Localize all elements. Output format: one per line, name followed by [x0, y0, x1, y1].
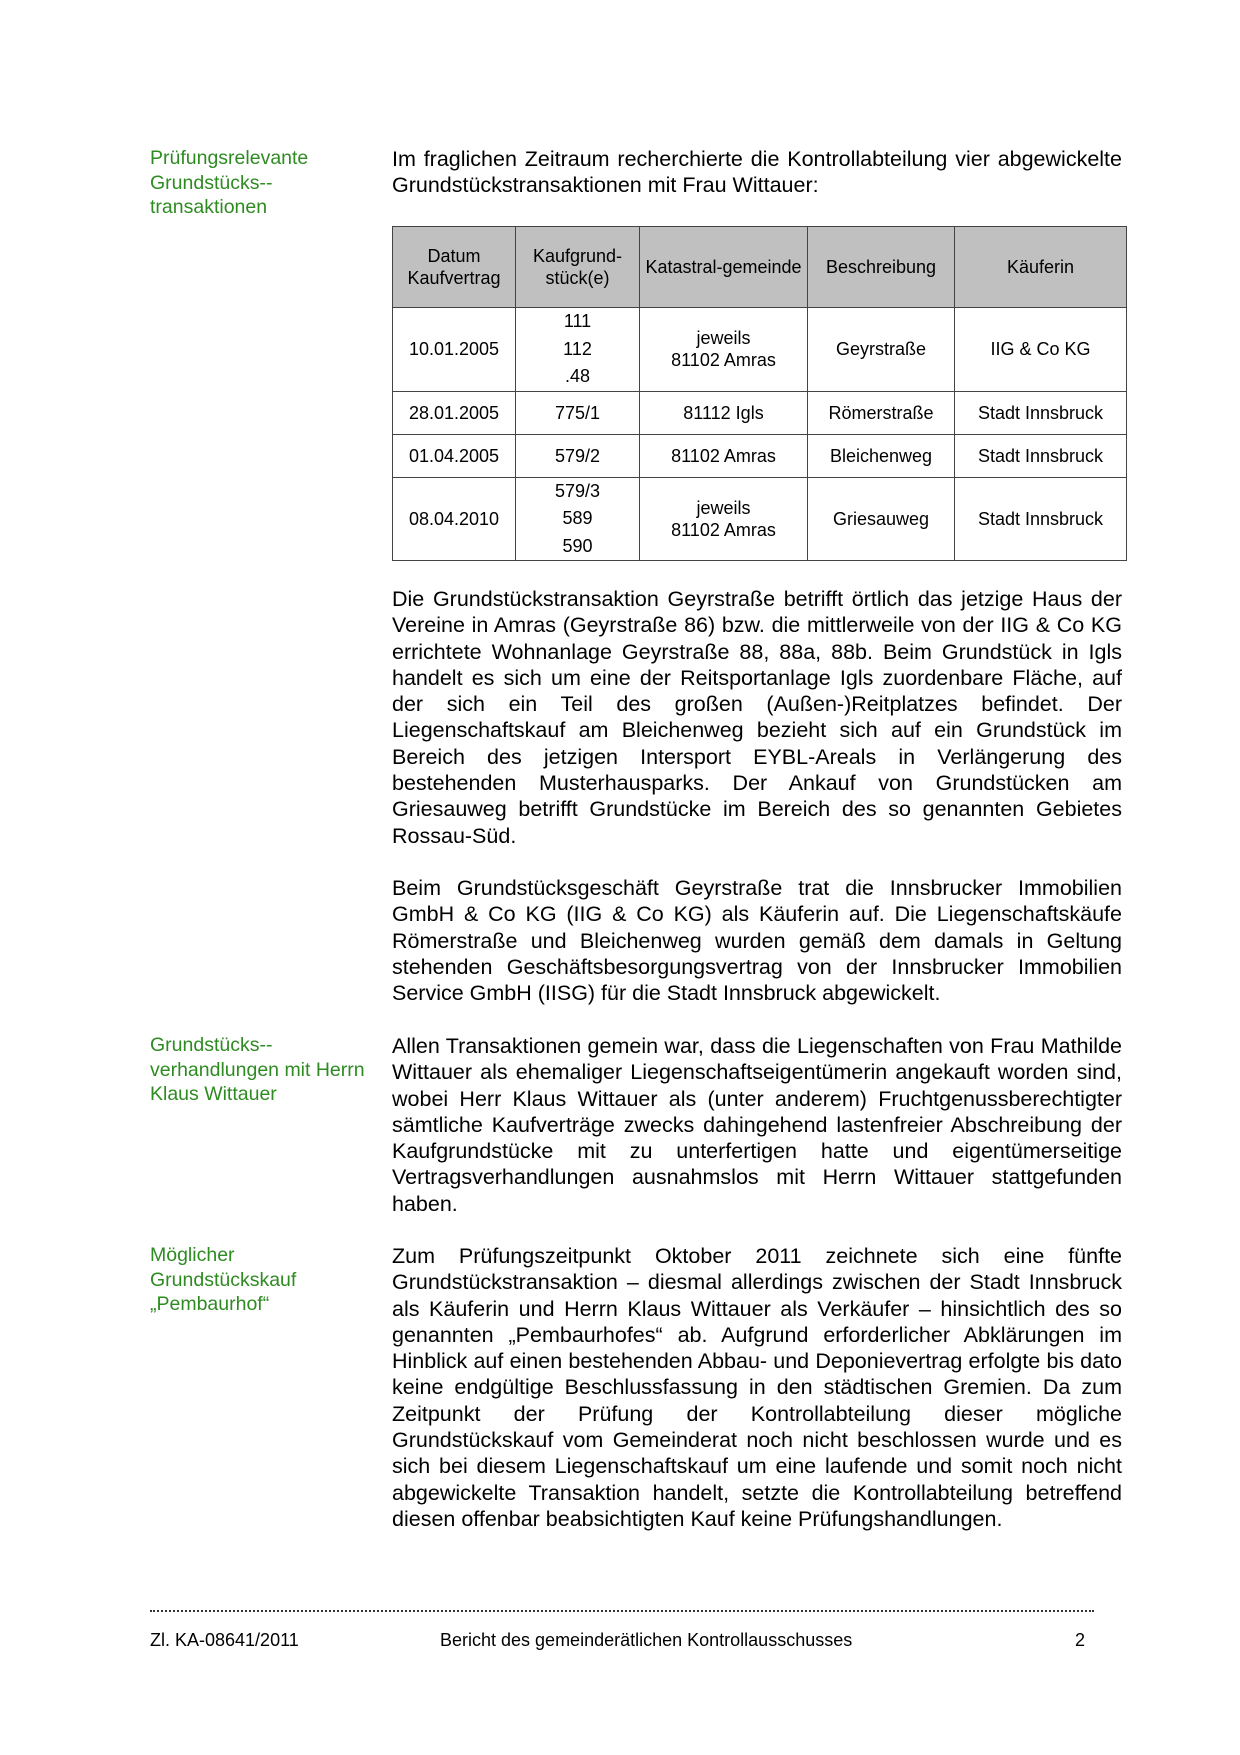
col-header-datum: Datum Kaufvertrag	[393, 227, 516, 308]
cell-gemeinde	[640, 308, 808, 392]
intro-paragraph: Im fraglichen Zeitraum recherchierte die Kontrollabteilung vier abgewickelte Grundstückstransaktionen mit Frau Wittauer:	[392, 147, 1122, 198]
plot-value: 112	[563, 338, 592, 359]
margin-note-grundstuecksverhandlungen: Grundstücks-verhandlungen mit Herrn Klaus Wittauer	[150, 1034, 365, 1105]
cell-plots: 579/2	[516, 434, 640, 477]
paragraph-pembaurhof: Zum Prüfungszeitpunkt Oktober 2011 zeichnete sich eine fünfte Grundstückstransaktion – diesmal allerdings zwischen der Stadt Innsbruck als Käuferin und Herrn Klaus Wittauer als Verkäufer – hinsichtlich des so genannten „Pembaurhofes“ ab. Aufgrund erforderlicher Abklärungen im Hinblick auf einen bestehenden Abbau- und Deponievertrag erfolgte bis dato keine endgültige Beschlussfassung in den städtischen Gremien. Da zum Zeitpunkt der Prüfung der Kontrollabteilung dieser mögliche Grundstückskauf vom Gemeinderat noch nicht beschlossen wurde und es sich bei diesem Liegenschaftskauf um eine laufende und somit noch nicht abgewickelte Transaktion handelt, setzte die Kontrollabteilung betreffend diesen offenbar beabsichtigten Kauf keine Prüfungshandlungen.	[392, 1244, 1122, 1531]
cell-gemeinde	[640, 477, 808, 561]
table-row	[393, 477, 1127, 561]
cell-plots: 775/1	[516, 391, 640, 434]
table-header-row	[393, 227, 1127, 308]
cell-date: 01.04.2005	[393, 434, 516, 477]
paragraph-verhandlungen: Allen Transaktionen gemein war, dass die Liegenschaften von Frau Mathilde Wittauer als ehemaliger Liegenschaftseigentümerin angekauft worden sind, wobei Herr Klaus Wittauer als (unter anderem) Fruchtgenussberechtigter sämtliche Kaufverträge zwecks dahingehend lastenfreier Abschreibung der Kaufgrundstücke mit zu unterfertigen hatte und eigentümerseitige Vertragsverhandlungen ausnahmslos mit Herrn Wittauer stattgefunden haben.	[392, 1034, 1122, 1216]
plot-value: 111	[563, 311, 592, 331]
table-row	[393, 434, 1127, 477]
cell-date: 10.01.2005	[393, 308, 516, 392]
cell-buyer: Stadt Innsbruck	[955, 391, 1127, 434]
cell-description: Römerstraße	[808, 391, 955, 434]
cell-plots	[516, 477, 640, 561]
cell-date: 28.01.2005	[393, 391, 516, 434]
cell-buyer: IIG & Co KG	[955, 308, 1127, 392]
cell-buyer: Stadt Innsbruck	[955, 434, 1127, 477]
cell-date: 08.04.2010	[393, 477, 516, 561]
col-header-kaeuferin: Käuferin	[955, 227, 1127, 308]
plot-value: 589	[562, 508, 593, 528]
cell-gemeinde: 81112 Igls	[640, 391, 808, 434]
col-header-beschreibung: Beschreibung	[808, 227, 955, 308]
table-row	[393, 391, 1127, 434]
cell-description: Geyrstraße	[808, 308, 955, 392]
gemeinde-line: 81102 Amras	[671, 519, 776, 540]
cell-buyer: Stadt Innsbruck	[955, 477, 1127, 561]
footer-divider	[150, 1610, 1094, 1612]
cell-plots	[516, 308, 640, 392]
gemeinde-line: jeweils	[696, 328, 751, 349]
footer-title: Bericht des gemeinderätlichen Kontrollausschusses	[440, 1630, 853, 1650]
col-header-kaufgrundstueck: Kaufgrund-stück(e)	[516, 227, 640, 308]
footer-reference: Zl. KA-08641/2011	[150, 1630, 299, 1650]
col-header-katastralgemeinde: Katastral-gemeinde	[640, 227, 808, 308]
table-row	[393, 308, 1127, 392]
gemeinde-line: jeweils	[696, 497, 751, 518]
plot-value: 579/3	[554, 480, 601, 501]
plot-value: 590	[562, 535, 593, 556]
gemeinde-line: 81102 Amras	[671, 350, 776, 371]
paragraph-geyrstrasse: Beim Grundstücksgeschäft Geyrstraße trat die Innsbrucker Immobilien GmbH & Co KG (IIG & Co KG) als Käuferin auf. Die Liegenschaftskäufe Römerstraße und Bleichenweg wurden gemäß dem damals in Geltung stehenden Geschäftsbesorgungsvertrag von der Innsbrucker Immobilien Service GmbH (IISG) für die Stadt Innsbruck abgewickelt.	[392, 876, 1122, 1006]
cell-gemeinde: 81102 Amras	[640, 434, 808, 477]
plot-value: .48	[564, 366, 591, 386]
paragraph-transaktionen-lage: Die Grundstückstransaktion Geyrstraße betrifft örtlich das jetzige Haus der Vereine in Amras (Geyrstraße 86) bzw. die mittlerweile von der IIG & Co KG errichtete Wohnanlage Geyrstraße 88, 88a, 88b. Beim Grundstück in Igls handelt es sich um eine der Reitsportanlage Igls zuordenbare Fläche, auf der sich ein Teil des großen (Außen-)Reitplatzes befindet. Der Liegenschaftskauf am Bleichenweg bezieht sich auf ein Grundstück im Bereich des jetzigen Intersport EYBL-Areals in Verlängerung des bestehenden Musterhausparks. Der Ankauf von Grundstücken am Griesauweg betrifft Grundstücke im Bereich des so genannten Gebietes Rossau-Süd.	[392, 587, 1122, 848]
cell-description: Bleichenweg	[808, 434, 955, 477]
margin-note-pembaurhof: Möglicher Grundstückskauf „Pembaurhof“	[150, 1244, 297, 1315]
page-number: 2	[1075, 1630, 1086, 1650]
cell-description: Griesauweg	[808, 477, 955, 561]
margin-note-pruefungsrelevant: Prüfungsrelevante Grundstücks-transaktionen	[150, 147, 309, 218]
transactions-table	[392, 226, 1127, 561]
